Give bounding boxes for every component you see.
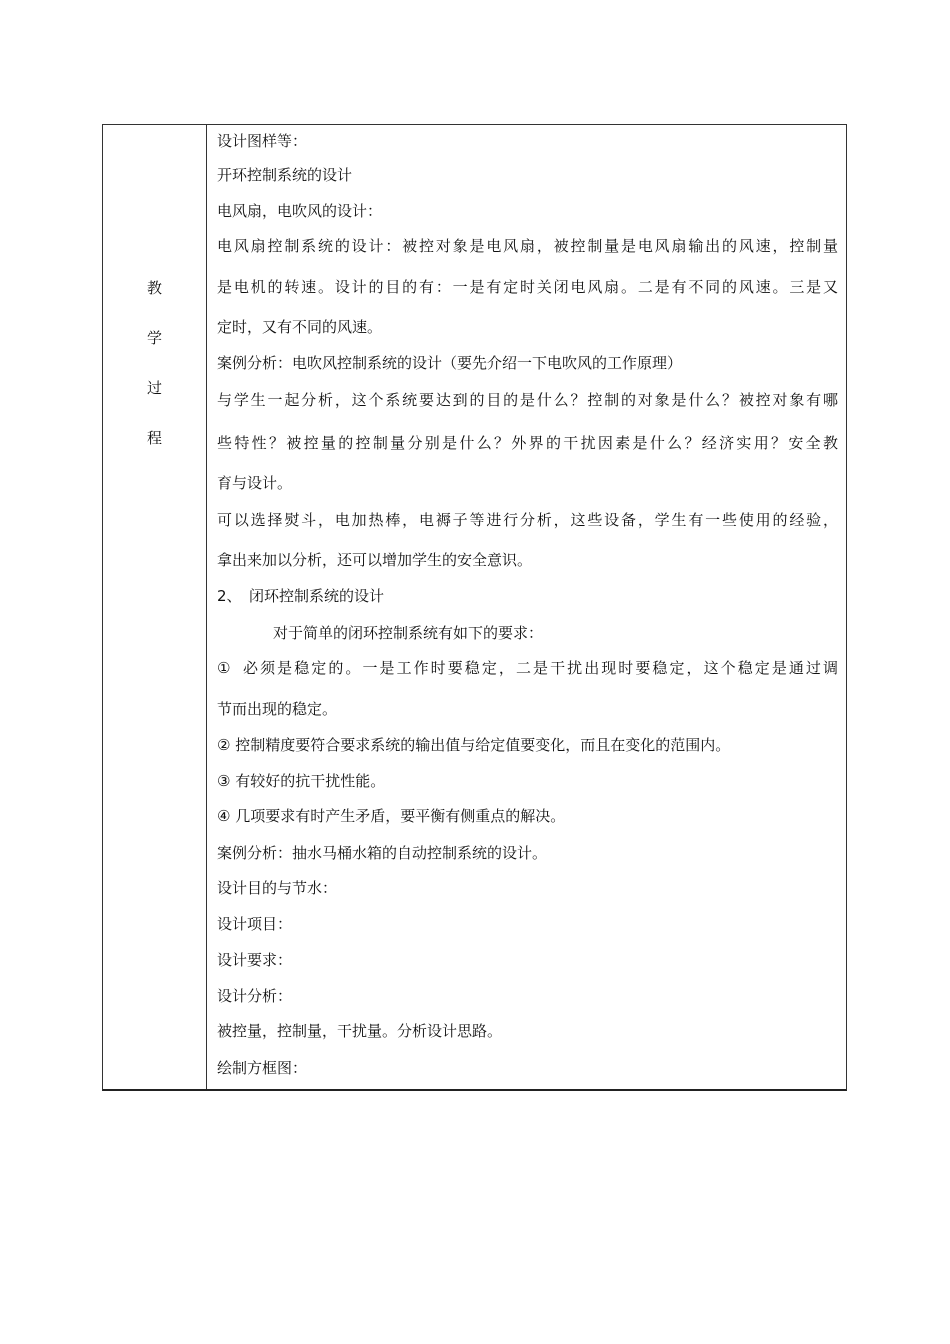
text-line: 育与设计。 xyxy=(217,474,293,492)
section-label-char: 教 xyxy=(146,279,162,297)
list-item: ② 控制精度要符合要求系统的输出值与给定值要变化，而且在变化的范围内。 xyxy=(217,736,731,754)
section-label-char: 程 xyxy=(146,429,162,447)
section-label-char: 过 xyxy=(146,379,162,397)
section-label-char: 学 xyxy=(146,329,162,347)
section-label-cell xyxy=(103,125,207,1089)
list-item xyxy=(217,658,838,678)
text-line: 案例分析：抽水马桶水箱的自动控制系统的设计。 xyxy=(217,844,548,862)
lesson-table xyxy=(102,124,847,1091)
text-line: 绘制方框图： xyxy=(217,1059,308,1077)
text-line: 设计要求： xyxy=(217,951,293,969)
text-line: 开环控制系统的设计 xyxy=(217,166,353,184)
text-line: 电风扇，电吹风的设计： xyxy=(217,202,383,220)
text-line: 设计分析： xyxy=(217,987,293,1005)
heading-number: 2、 xyxy=(217,587,242,605)
text-line: 设计目的与节水： xyxy=(217,879,338,897)
numbered-heading xyxy=(217,586,838,606)
text-line: 设计图样等： xyxy=(217,132,308,150)
content-cell xyxy=(207,125,846,1089)
text-line: 可以选择熨斗，电加热棒，电褥子等进行分析，这些设备，学生有一些使用的经验， xyxy=(217,511,838,529)
text-line: 案例分析：电吹风控制系统的设计（要先介绍一下电吹风的工作原理） xyxy=(217,354,683,372)
list-item: ③ 有较好的抗干扰性能。 xyxy=(217,772,386,790)
text-line: 与学生一起分析，这个系统要达到的目的是什么？控制的对象是什么？被控对象有哪 xyxy=(217,391,838,409)
text-line: 对于简单的闭环控制系统有如下的要求： xyxy=(273,624,544,642)
list-item-text: 必须是稳定的。一是工作时要稳定，二是干扰出现时要稳定，这个稳定是通过调 xyxy=(241,659,838,677)
text-line: 节而出现的稳定。 xyxy=(217,700,338,718)
list-item: ④ 几项要求有时产生矛盾，要平衡有侧重点的解决。 xyxy=(217,807,566,825)
text-line: 设计项目： xyxy=(217,915,293,933)
text-line: 些特性？被控量的控制量分别是什么？外界的干扰因素是什么？经济实用？安全教 xyxy=(217,434,838,452)
text-line: 拿出来加以分析，还可以增加学生的安全意识。 xyxy=(217,551,533,569)
text-line: 是电机的转速。设计的目的有：一是有定时关闭电风扇。二是有不同的风速。三是又 xyxy=(217,278,838,296)
text-line: 定时，又有不同的风速。 xyxy=(217,318,383,336)
heading-text: 闭环控制系统的设计 xyxy=(249,587,385,605)
text-line: 电风扇控制系统的设计：被控对象是电风扇，被控制量是电风扇输出的风速，控制量 xyxy=(217,237,838,255)
list-marker: ① xyxy=(217,659,231,677)
text-line: 被控量，控制量，干扰量。分析设计思路。 xyxy=(217,1022,503,1040)
